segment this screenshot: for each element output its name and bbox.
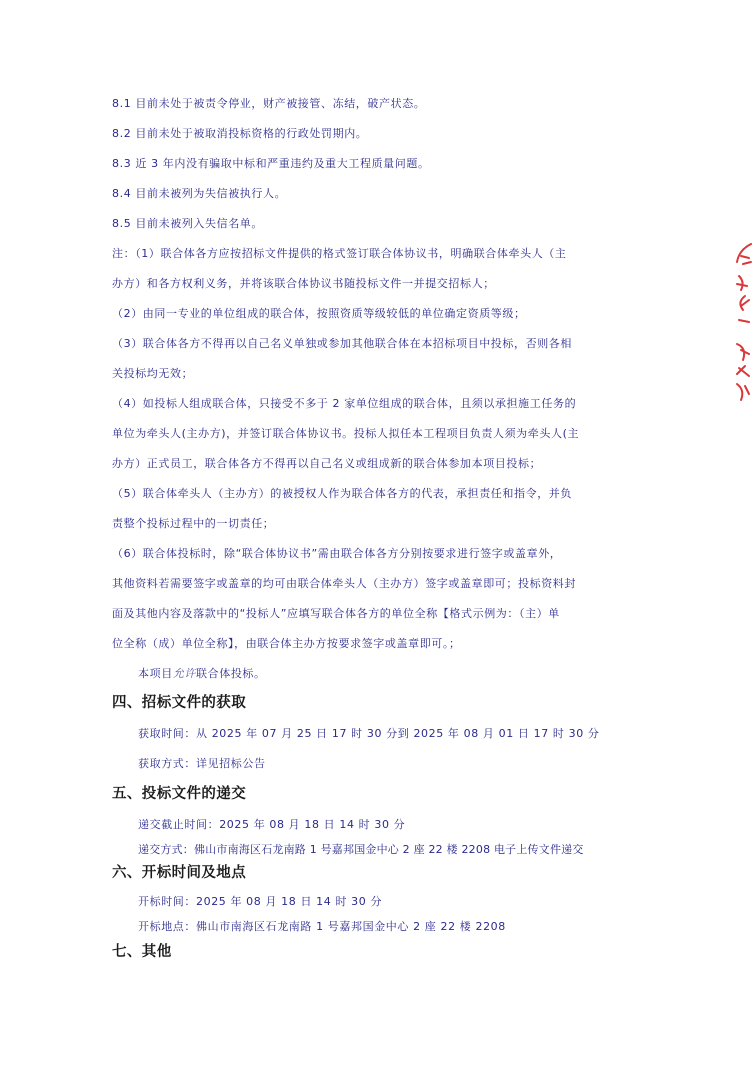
s6-time-row [138, 894, 382, 909]
note-5-line-1: （5）联合体牵头人（主办方）的被授权人作为联合体各方的代表，承担责任和指令，并负 [112, 487, 572, 500]
clause-8-2: 8.2 目前未处于被取消投标资格的行政处罚期内。 [112, 127, 368, 140]
s6-time-label: 开标时间： [138, 895, 196, 908]
section-5-title: 五、投标文件的递交 [112, 786, 247, 802]
s4-method-label: 获取方式： [138, 757, 196, 770]
note-6-line-1: （6）联合体投标时，除“联合体协议书”需由联合体各方分别按要求进行签字或盖章外， [112, 547, 562, 560]
s4-method-value: 详见招标公告 [196, 757, 266, 770]
note-6-line-3: 面及其他内容及落款中的“投标人”应填写联合体各方的单位全称【格式示例为：（主）单 [112, 607, 560, 620]
clause-8-4: 8.4 目前未被列为失信被执行人。 [112, 187, 287, 200]
consortium-statement [138, 666, 266, 681]
s5-method-row [138, 842, 584, 857]
note-6-line-4: 位全称（成）单位全称】，由联合体主办方按要求签字或盖章即可。； [112, 637, 461, 650]
s5-method-label: 递交方式： [138, 843, 194, 856]
note-1-line-1: 注：（1）联合体各方应按招标文件提供的格式签订联合体协议书，明确联合体牵头人（主 [112, 247, 567, 260]
s5-method-value: 佛山市南海区石龙南路 1 号嘉邦国金中心 2 座 22 楼 2208 电子上传文件递交 [194, 843, 584, 856]
s4-time-value: 从 2025 年 07 月 25 日 17 时 30 分到 2025 年 08 月 01 日 17 时 30 分 [196, 727, 600, 740]
clause-8-3: 8.3 近 3 年内没有骗取中标和严重违约及重大工程质量问题。 [112, 157, 430, 170]
note-4-line-2: 单位为牵头人(主办方)，并签订联合体协议书。投标人拟任本工程项目负责人须为牵头人(主 [112, 427, 580, 440]
s4-time-row [138, 726, 600, 741]
note-4-line-3: 办方）正式员工，联合体各方不得再以自己名义或组成新的联合体参加本项目投标； [112, 457, 542, 470]
s5-deadline-label: 递交截止时间： [138, 818, 220, 831]
s6-time-value: 2025 年 08 月 18 日 14 时 30 分 [196, 895, 383, 908]
note-2: （2）由同一专业的单位组成的联合体，按照资质等级较低的单位确定资质等级； [112, 307, 526, 320]
consortium-prefix: 本项目 [138, 667, 173, 680]
clause-8-5: 8.5 目前未被列入失信名单。 [112, 217, 263, 230]
note-1-line-2: 办方）和各方权利义务，并将该联合体协议书随投标文件一并提交招标人； [112, 277, 495, 290]
note-5-line-2: 责整个投标过程中的一切责任； [112, 517, 275, 530]
note-3-line-2: 关投标均无效； [112, 367, 194, 380]
consortium-handwritten-entry: 允许 [172, 667, 197, 680]
note-3-line-1: （3）联合体各方不得再以自己名义单独或参加其他联合体在本招标项目中投标，否则各相 [112, 337, 572, 350]
consortium-suffix: 联合体投标。 [196, 667, 266, 680]
clause-8-1: 8.1 目前未处于被责令停业，财产被接管、冻结，破产状态。 [112, 97, 426, 110]
s5-deadline-value: 2025 年 08 月 18 日 14 时 30 分 [219, 818, 406, 831]
s5-deadline-row [138, 817, 405, 832]
section-4-title: 四、招标文件的获取 [112, 695, 247, 711]
s6-place-label: 开标地点： [138, 920, 196, 933]
seal-fragment-graphic [733, 236, 753, 404]
section-7-title: 七、其他 [112, 944, 172, 960]
red-seal-stamp [733, 236, 753, 404]
section-6-title: 六、开标时间及地点 [112, 865, 247, 881]
s6-place-value: 佛山市南海区石龙南路 1 号嘉邦国金中心 2 座 22 楼 2208 [196, 920, 506, 933]
s4-time-label: 获取时间： [138, 727, 196, 740]
note-4-line-1: （4）如投标人组成联合体，只接受不多于 2 家单位组成的联合体，且须以承担施工任务的 [112, 397, 577, 410]
s6-place-row [138, 919, 506, 934]
s4-method-row [138, 756, 266, 771]
note-6-line-2: 其他资料若需要签字或盖章的均可由联合体牵头人（主办方）签字或盖章即可；投标资料封 [112, 577, 576, 590]
